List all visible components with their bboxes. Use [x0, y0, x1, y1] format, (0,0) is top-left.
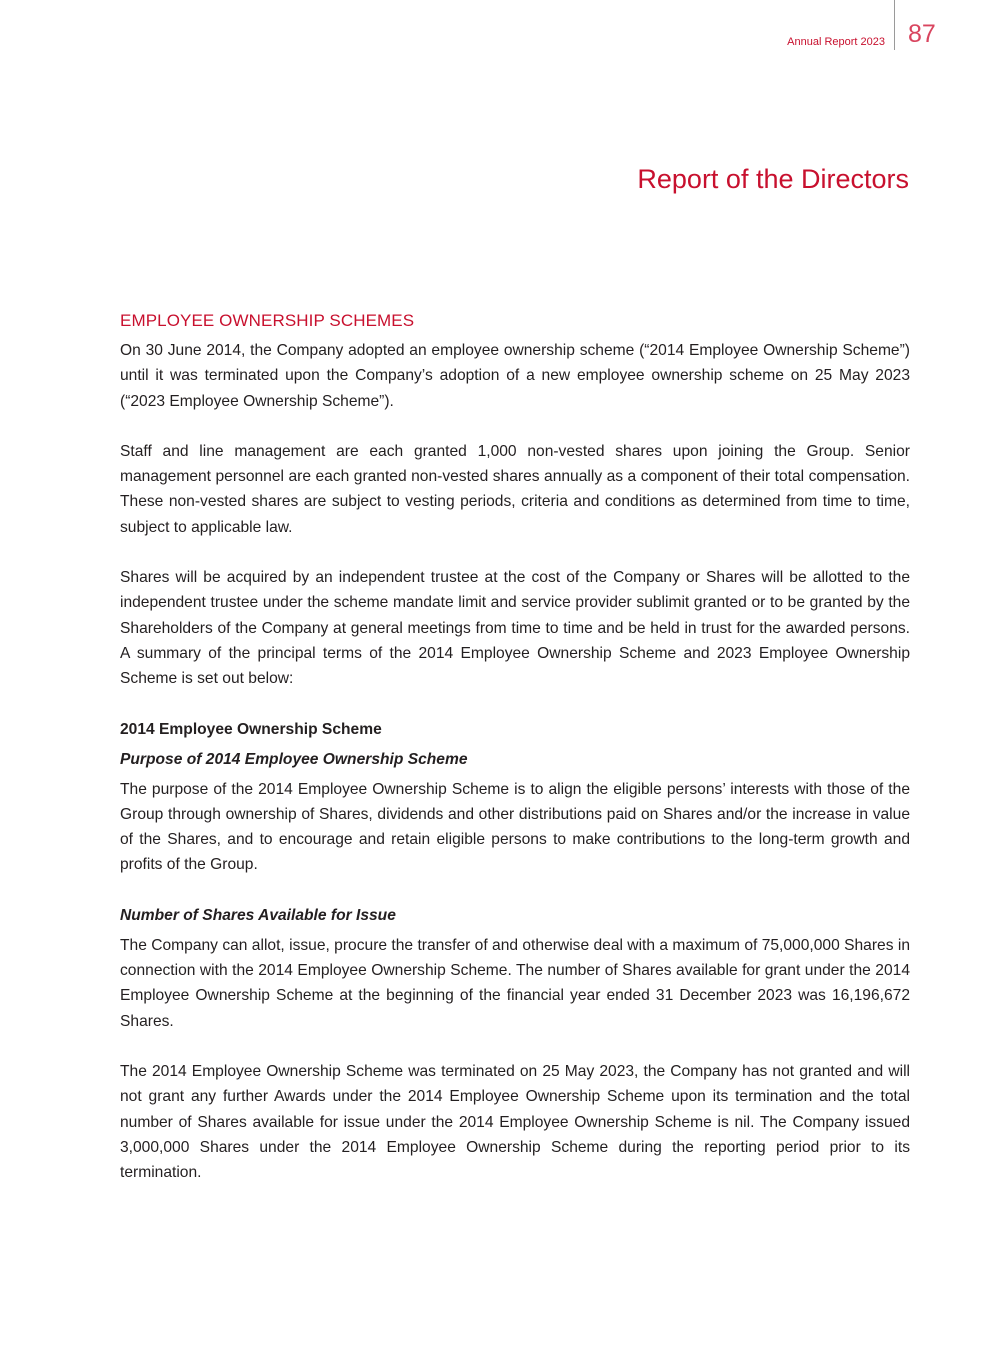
intro-paragraph: Shares will be acquired by an independent trustee at the cost of the Company or Shares will be allotted to the independent trustee under the scheme mandate limit and service provider sublimit granted or to be granted by the Shareholders of the Company at general meetings from time to time and be held in trust for the awarded persons. A summary of the principal terms of the 2014 Employee Ownership Scheme and 2023 Employee Ownership Scheme is set out below:	[120, 569, 910, 688]
shares-available-paragraph: The 2014 Employee Ownership Scheme was terminated on 25 May 2023, the Company has not granted and will not grant any further Awards under the 2014 Employee Ownership Scheme upon its termination and the total number of Shares available for issue under the 2014 Employee Ownership Scheme is nil. The Company issued 3,000,000 Shares under the 2014 Employee Ownership Scheme during the reporting period prior to its termination.	[120, 1062, 910, 1182]
page-header	[0, 0, 1006, 60]
intro-paragraph: Staff and line management are each granted 1,000 non-vested shares upon joining the Group. Senior management personnel are each granted non-vested shares annually as a component of their total compensation. These non-vested shares are subject to vesting periods, criteria and conditions as determined from time to time, subject to applicable law.	[120, 442, 910, 536]
section-heading: EMPLOYEE OWNERSHIP SCHEMES	[120, 311, 415, 330]
purpose-heading: Purpose of 2014 Employee Ownership Scheme	[120, 750, 468, 768]
header-divider	[894, 0, 895, 50]
page-number: 87	[908, 20, 936, 48]
intro-paragraph: On 30 June 2014, the Company adopted an employee ownership scheme (“2014 Employee Ownership Scheme”) until it was terminated upon the Company’s adoption of a new employee ownership scheme on 25 May 2023 (“2023 Employee Ownership Scheme”).	[120, 342, 910, 410]
shares-available-paragraph: The Company can allot, issue, procure the transfer of and otherwise deal with a maximum of 75,000,000 Shares in connection with the 2014 Employee Ownership Scheme. The number of Shares available for grant under the 2014 Employee Ownership Scheme at the beginning of the financial year ended 31 December 2023 was 16,196,672 Shares.	[120, 936, 910, 1030]
shares-available-heading: Number of Shares Available for Issue	[120, 906, 396, 924]
purpose-paragraph: The purpose of the 2014 Employee Ownership Scheme is to align the eligible persons’ interests with those of the Group through ownership of Shares, dividends and other distributions paid on Shares and/or the increase in value of the Shares, and to encourage and retain eligible persons to make contributions to the long-term growth and profits of the Group.	[120, 780, 910, 874]
main-content	[120, 309, 910, 1210]
page-title: Report of the Directors	[637, 164, 909, 194]
report-label: Annual Report 2023	[787, 36, 885, 48]
scheme-2014-heading: 2014 Employee Ownership Scheme	[120, 720, 382, 738]
